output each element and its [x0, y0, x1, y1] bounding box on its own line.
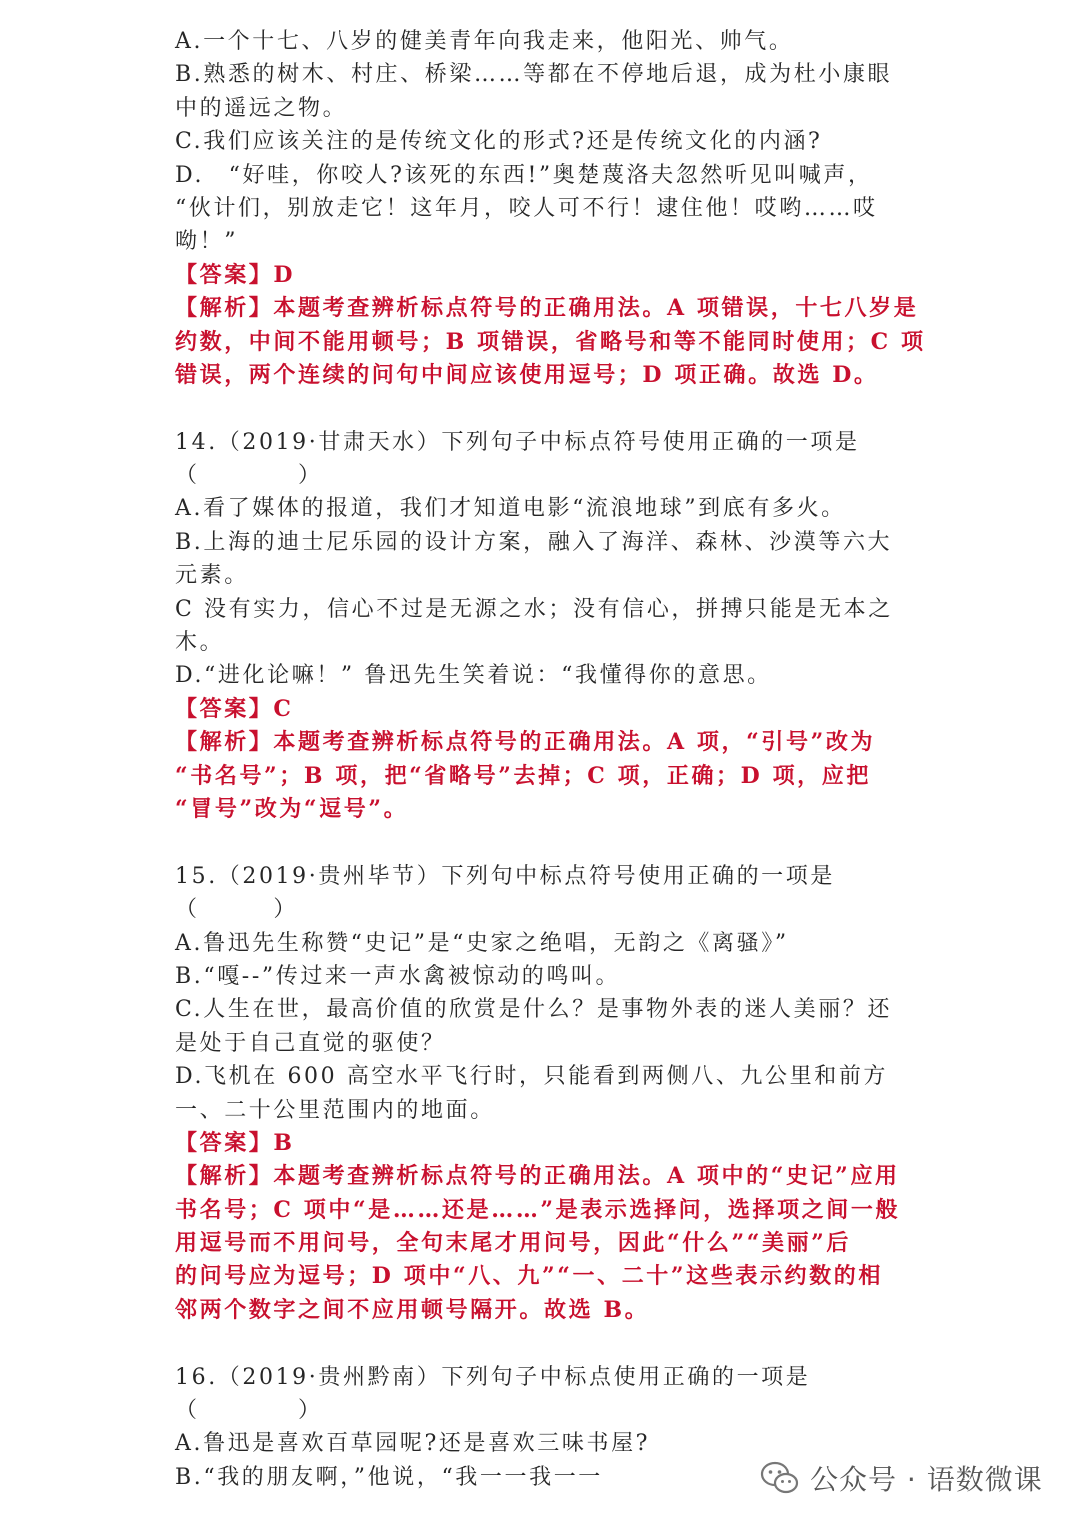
q15-option-b: B.“嘎--”传过来一声水禽被惊动的鸣叫。 [175, 963, 621, 989]
q14-option-c-line2: 木。 [175, 630, 225, 656]
q16-option-b: B.“我的朋友啊，”他说，“我一一我一一 [175, 1464, 603, 1490]
q15-option-c-line1: C.人生在世，最高价值的欣赏是什么？是事物外表的迷人美丽？还 [175, 997, 893, 1023]
document-page [175, 25, 926, 1494]
q15-answer: 【答案】B [175, 1129, 295, 1156]
q14-option-b-line1: B.上海的迪士尼乐园的设计方案，融入了海洋、森林、沙漠等六大 [175, 529, 893, 555]
watermark-text: 公众号 · 语数微课 [810, 1463, 1043, 1496]
spacer [175, 826, 910, 859]
q14-option-d: D.“进化论嘛！” 鲁迅先生笑着说：“我懂得你的意思。 [175, 663, 772, 689]
q14-analysis-line1: 【解析】本题考查辨析标点符号的正确用法。A 项，“引号”改为 [175, 729, 876, 756]
q13-option-d-line2: “伙计们，别放走它！这年月，咬人可不行！逮住他！哎哟……哎 [175, 195, 878, 221]
q15-stem-line2: （ ） [175, 897, 299, 923]
wechat-icon [760, 1461, 800, 1495]
q14-option-b-line2: 元素。 [175, 563, 249, 589]
q14-option-a: A.看了媒体的报道，我们才知道电影“流浪地球”到底有多火。 [175, 496, 846, 522]
q16-stem-line1: 16.（2019·贵州黔南）下列句子中标点使用正确的一项是 [175, 1364, 811, 1390]
q15-option-c-line2: 是处于自己直觉的驱使？ [175, 1030, 446, 1056]
q14-stem-line2: （ ） [175, 463, 323, 489]
spacer [175, 1327, 910, 1360]
spacer [175, 392, 910, 425]
q13-option-b-line1: B.熟悉的树木、村庄、桥梁……等都在不停地后退，成为杜小康眼 [175, 62, 893, 88]
q15-stem-line1: 15.（2019·贵州毕节）下列句中标点符号使用正确的一项是 [175, 863, 835, 889]
q16-option-a: A.鲁迅是喜欢百草园呢?还是喜欢三味书屋? [175, 1431, 651, 1457]
q16-stem-line2: （ ） [175, 1398, 323, 1424]
q14-option-c-line1: C 没有实力，信心不过是无源之水；没有信心，拼搏只能是无本之 [175, 596, 893, 622]
watermark [760, 1456, 1043, 1500]
q13-answer: 【答案】D [175, 261, 296, 288]
q15-option-d-line2: 一、二十公里范围内的地面。 [175, 1097, 495, 1123]
q15-analysis-line3: 用逗号而不用问号，全句末尾才用问号，因此“什么”“美丽”后 [175, 1230, 852, 1257]
q15-option-a: A.鲁迅先生称赞“史记”是“史家之绝唱，无韵之《离骚》” [175, 930, 789, 956]
q15-option-d-line1: D.飞机在 600 高空水平飞行时，只能看到两侧八、九公里和前方 [175, 1064, 889, 1090]
q13-option-a: A.一个十七、八岁的健美青年向我走来，他阳光、帅气。 [175, 29, 794, 54]
q15-analysis-line4: 的问号应为逗号；D 项中“八、九”“一、二十”这些表示约数的相 [175, 1263, 883, 1290]
q13-option-d-line1: D. “好哇，你咬人?该死的东西!”奥楚蔑洛夫忽然听见叫喊声， [175, 162, 873, 188]
q13-analysis-line1: 【解析】本题考查辨析标点符号的正确用法。A 项错误，十七八岁是 [175, 295, 919, 322]
q15-analysis-line1: 【解析】本题考查辨析标点符号的正确用法。A 项中的“史记”应用 [175, 1163, 900, 1190]
q13-option-d-line3: 呦！” [175, 229, 239, 255]
q14-answer: 【答案】C [175, 695, 294, 722]
q13-option-b-line2: 中的遥远之物。 [175, 95, 348, 121]
q13-option-c: C.我们应该关注的是传统文化的形式?还是传统文化的内涵? [175, 129, 823, 155]
q14-stem-line1: 14.（2019·甘肃天水）下列句子中标点符号使用正确的一项是 [175, 429, 860, 455]
q13-analysis-line2: 约数，中间不能用顿号；B 项错误，省略号和等不能同时使用；C 项 [175, 328, 926, 355]
q14-analysis-line3: “冒号”改为“逗号”。 [175, 795, 409, 822]
q15-analysis-line5: 邻两个数字之间不应用顿号隔开。故选 B。 [175, 1296, 650, 1323]
q15-analysis-line2: 书名号；C 项中“是……还是……”是表示选择问，选择项之间一般 [175, 1196, 901, 1223]
q14-analysis-line2: “书名号”；B 项，把“省略号”去掉；C 项，正确；D 项，应把 [175, 762, 871, 789]
q13-analysis-line3: 错误，两个连续的问句中间应该使用逗号；D 项正确。故选 D。 [175, 361, 879, 388]
